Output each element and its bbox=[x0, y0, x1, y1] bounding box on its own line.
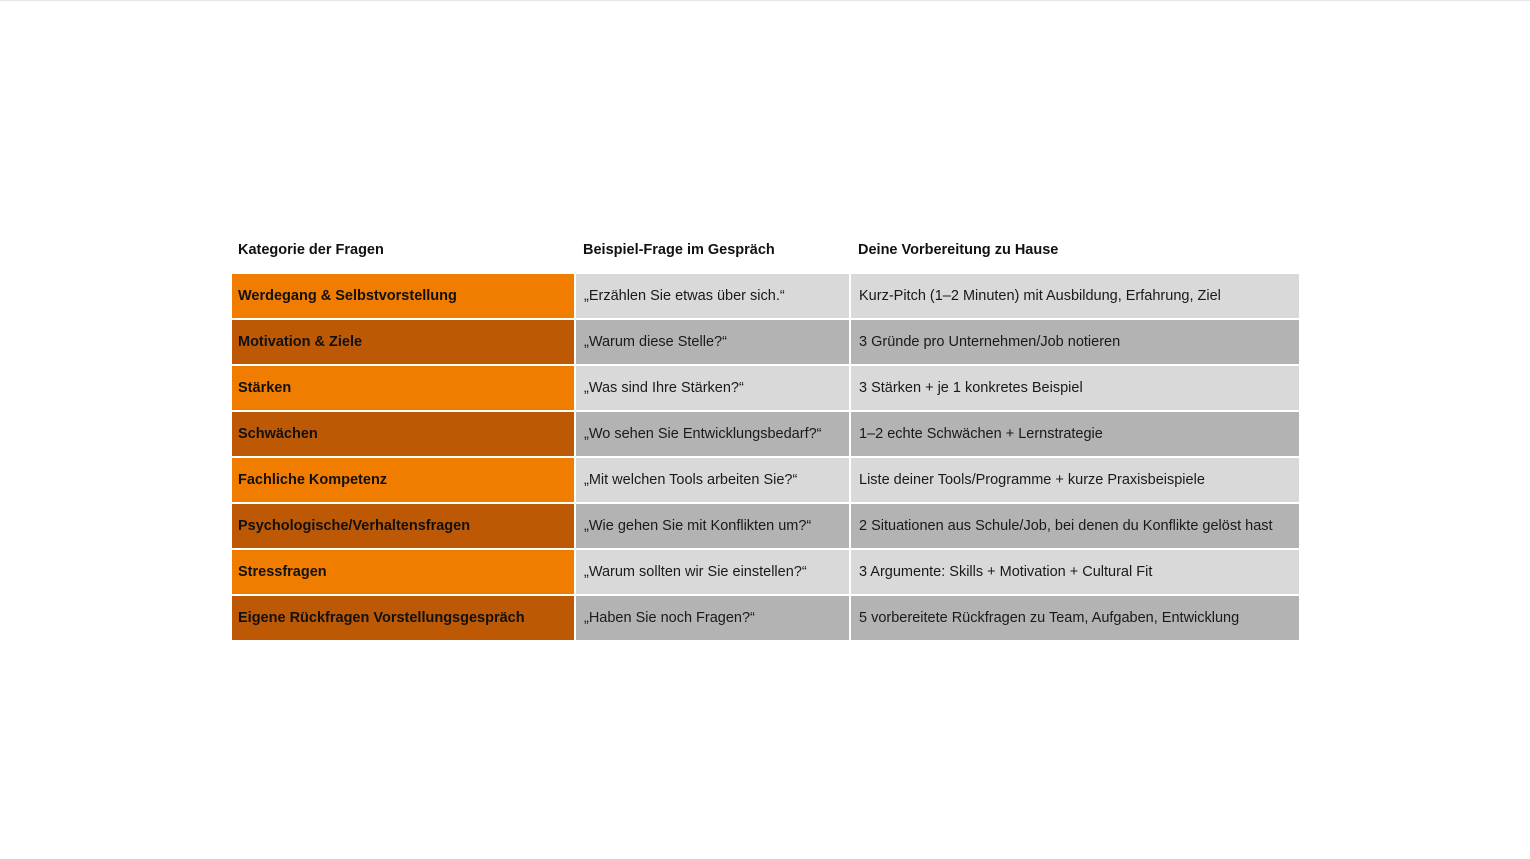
category-cell: Stärken bbox=[232, 364, 574, 410]
preparation-cell: 2 Situationen aus Schule/Job, bei denen du Konflikte gelöst hast bbox=[849, 502, 1299, 548]
preparation-cell: 1–2 echte Schwächen + Lernstrategie bbox=[849, 410, 1299, 456]
interview-questions-table-container bbox=[232, 228, 1299, 640]
table-row bbox=[232, 272, 1299, 318]
category-cell: Motivation & Ziele bbox=[232, 318, 574, 364]
table-row bbox=[232, 594, 1299, 640]
table-body bbox=[232, 272, 1299, 640]
header-row bbox=[232, 228, 1299, 272]
table-row bbox=[232, 318, 1299, 364]
question-cell: „Haben Sie noch Fragen?“ bbox=[574, 594, 849, 640]
question-cell: „Wo sehen Sie Entwicklungsbedarf?“ bbox=[574, 410, 849, 456]
table-header bbox=[232, 228, 1299, 272]
category-cell: Fachliche Kompetenz bbox=[232, 456, 574, 502]
category-cell: Stressfragen bbox=[232, 548, 574, 594]
preparation-cell: Kurz-Pitch (1–2 Minuten) mit Ausbildung, Erfahrung, Ziel bbox=[849, 272, 1299, 318]
question-cell: „Warum diese Stelle?“ bbox=[574, 318, 849, 364]
question-cell: „Mit welchen Tools arbeiten Sie?“ bbox=[574, 456, 849, 502]
preparation-cell: 3 Gründe pro Unternehmen/Job notieren bbox=[849, 318, 1299, 364]
table-row bbox=[232, 364, 1299, 410]
header-preparation: Deine Vorbereitung zu Hause bbox=[849, 228, 1299, 272]
category-cell: Werdegang & Selbstvorstellung bbox=[232, 272, 574, 318]
preparation-cell: Liste deiner Tools/Programme + kurze Praxisbeispiele bbox=[849, 456, 1299, 502]
top-border-line bbox=[0, 0, 1530, 1]
preparation-cell: 3 Stärken + je 1 konkretes Beispiel bbox=[849, 364, 1299, 410]
preparation-cell: 3 Argumente: Skills + Motivation + Cultural Fit bbox=[849, 548, 1299, 594]
question-cell: „Wie gehen Sie mit Konflikten um?“ bbox=[574, 502, 849, 548]
table-row bbox=[232, 548, 1299, 594]
table-row bbox=[232, 456, 1299, 502]
category-cell: Psychologische/Verhaltensfragen bbox=[232, 502, 574, 548]
table-row bbox=[232, 410, 1299, 456]
category-cell: Schwächen bbox=[232, 410, 574, 456]
interview-questions-table bbox=[232, 228, 1299, 640]
category-cell: Eigene Rückfragen Vorstellungsgespräch bbox=[232, 594, 574, 640]
question-cell: „Warum sollten wir Sie einstellen?“ bbox=[574, 548, 849, 594]
header-category: Kategorie der Fragen bbox=[232, 228, 574, 272]
question-cell: „Was sind Ihre Stärken?“ bbox=[574, 364, 849, 410]
header-question: Beispiel-Frage im Gespräch bbox=[574, 228, 849, 272]
preparation-cell: 5 vorbereitete Rückfragen zu Team, Aufgaben, Entwicklung bbox=[849, 594, 1299, 640]
table-row bbox=[232, 502, 1299, 548]
question-cell: „Erzählen Sie etwas über sich.“ bbox=[574, 272, 849, 318]
